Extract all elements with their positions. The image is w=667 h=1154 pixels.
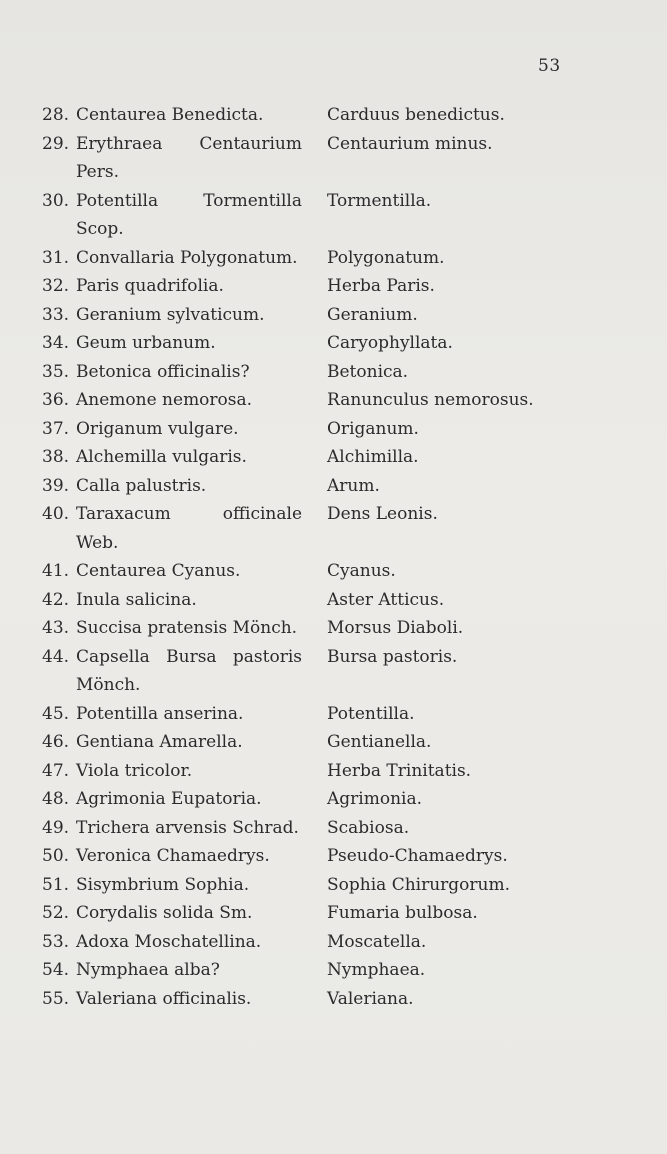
pharmaceutical-name: Bursa pastoris. bbox=[327, 646, 458, 667]
botanical-name bbox=[76, 101, 302, 130]
botanical-name-line: Veronica Chamaedrys. bbox=[76, 846, 270, 866]
pharmaceutical-name: Aster Atticus. bbox=[327, 589, 445, 610]
botanical-name bbox=[76, 557, 302, 586]
entry-number: 47. bbox=[42, 760, 70, 781]
pharmaceutical-name: Valeriana. bbox=[327, 988, 414, 1009]
botanical-name-line: Pers. bbox=[76, 162, 119, 182]
entry-number: 28. bbox=[42, 105, 70, 125]
entry-number: 50. bbox=[42, 846, 70, 866]
list-item bbox=[0, 842, 667, 871]
pharmaceutical-name: Polygonatum. bbox=[327, 247, 445, 268]
entry-number: 46. bbox=[42, 732, 70, 752]
plant-list bbox=[0, 101, 667, 1013]
entry-number: 39. bbox=[42, 475, 70, 496]
botanical-name-line: Centaurea Cyanus. bbox=[76, 561, 241, 581]
list-item bbox=[0, 814, 667, 843]
botanical-name-line: Geranium sylvaticum. bbox=[76, 304, 265, 325]
botanical-name bbox=[76, 244, 302, 273]
botanical-name bbox=[76, 472, 302, 501]
pharmaceutical-name: Ranunculus nemorosus. bbox=[327, 390, 534, 410]
entry-number: 54. bbox=[42, 960, 70, 980]
entry-number: 51. bbox=[42, 874, 70, 895]
botanical-name bbox=[76, 301, 302, 330]
botanical-name bbox=[76, 728, 302, 757]
pharmaceutical-name: Gentianella. bbox=[327, 732, 432, 752]
list-item bbox=[0, 101, 667, 130]
botanical-name bbox=[76, 272, 302, 301]
botanical-name bbox=[76, 928, 302, 957]
list-item bbox=[0, 614, 667, 643]
botanical-name bbox=[76, 757, 302, 786]
botanical-name-line: Gentiana Amarella. bbox=[76, 732, 243, 752]
botanical-name bbox=[76, 415, 302, 444]
botanical-name bbox=[76, 700, 302, 729]
pharmaceutical-name: Herba Paris. bbox=[327, 276, 435, 296]
botanical-name bbox=[76, 643, 302, 700]
pharmaceutical-name: Origanum. bbox=[327, 418, 419, 439]
list-item bbox=[0, 928, 667, 957]
list-item bbox=[0, 956, 667, 985]
botanical-name-line: Trichera arvensis Schrad. bbox=[76, 817, 299, 838]
botanical-name-line: Sisymbrium Sophia. bbox=[76, 874, 250, 895]
botanical-name bbox=[76, 956, 302, 985]
list-item bbox=[0, 985, 667, 1014]
list-item bbox=[0, 244, 667, 273]
entry-number: 42. bbox=[42, 589, 70, 610]
entry-number: 40. bbox=[42, 504, 70, 524]
list-item bbox=[0, 899, 667, 928]
botanical-name bbox=[76, 386, 302, 415]
entry-number: 38. bbox=[42, 447, 70, 467]
botanical-name bbox=[76, 130, 302, 187]
botanical-name-line: Mönch. bbox=[76, 675, 141, 695]
pharmaceutical-name: Cyanus. bbox=[327, 561, 396, 581]
botanical-name-line: Taraxacum officinale bbox=[76, 504, 302, 524]
botanical-name bbox=[76, 785, 302, 814]
botanical-name-line: Calla palustris. bbox=[76, 475, 207, 496]
list-item bbox=[0, 329, 667, 358]
botanical-name-line: Potentilla anserina. bbox=[76, 703, 244, 724]
botanical-name bbox=[76, 187, 302, 244]
entry-number: 49. bbox=[42, 817, 70, 838]
botanical-name-line: Betonica officinalis? bbox=[76, 361, 250, 382]
list-item bbox=[0, 301, 667, 330]
pharmaceutical-name: Moscatella. bbox=[327, 931, 427, 952]
botanical-name-line: Origanum vulgare. bbox=[76, 418, 239, 439]
pharmaceutical-name: Scabiosa. bbox=[327, 817, 410, 838]
botanical-name bbox=[76, 899, 302, 928]
entry-number: 29. bbox=[42, 133, 70, 154]
entry-number: 41. bbox=[42, 561, 70, 581]
list-item bbox=[0, 415, 667, 444]
botanical-name-line: Corydalis solida Sm. bbox=[76, 903, 253, 923]
list-item bbox=[0, 472, 667, 501]
list-item bbox=[0, 358, 667, 387]
pharmaceutical-name: Alchimilla. bbox=[327, 447, 419, 467]
list-item bbox=[0, 130, 667, 187]
botanical-name bbox=[76, 358, 302, 387]
botanical-name bbox=[76, 814, 302, 843]
pharmaceutical-name: Fumaria bulbosa. bbox=[327, 903, 478, 923]
botanical-name-line: Anemone nemorosa. bbox=[76, 390, 253, 410]
entry-number: 37. bbox=[42, 418, 70, 439]
list-item bbox=[0, 557, 667, 586]
botanical-name-line: Geum urbanum. bbox=[76, 333, 216, 353]
botanical-name bbox=[76, 443, 302, 472]
list-item bbox=[0, 643, 667, 700]
entry-number: 48. bbox=[42, 789, 70, 809]
entry-number: 44. bbox=[42, 646, 70, 667]
entry-number: 36. bbox=[42, 390, 70, 410]
botanical-name bbox=[76, 329, 302, 358]
pharmaceutical-name: Herba Trinitatis. bbox=[327, 760, 472, 781]
botanical-name bbox=[76, 614, 302, 643]
botanical-name-line: Adoxa Moschatellina. bbox=[76, 931, 262, 952]
entry-number: 33. bbox=[42, 304, 70, 325]
botanical-name-line: Agrimonia Eupatoria. bbox=[76, 789, 262, 809]
botanical-name bbox=[76, 586, 302, 615]
pharmaceutical-name: Caryophyllata. bbox=[327, 333, 453, 353]
botanical-name-line: Succisa pratensis Mönch. bbox=[76, 618, 298, 638]
entry-number: 45. bbox=[42, 703, 70, 724]
entry-number: 55. bbox=[42, 988, 70, 1009]
entry-number: 52. bbox=[42, 903, 70, 923]
botanical-name-line: Centaurea Benedicta. bbox=[76, 105, 264, 125]
botanical-name-line: Capsella Bursa pastoris bbox=[76, 646, 302, 667]
list-item bbox=[0, 500, 667, 557]
list-item bbox=[0, 272, 667, 301]
entry-number: 34. bbox=[42, 333, 70, 353]
botanical-name-line: Inula salicina. bbox=[76, 589, 197, 610]
pharmaceutical-name: Potentilla. bbox=[327, 703, 415, 724]
list-item bbox=[0, 386, 667, 415]
entry-number: 53. bbox=[42, 931, 70, 952]
list-item bbox=[0, 443, 667, 472]
botanical-name-line: Web. bbox=[76, 532, 119, 553]
list-item bbox=[0, 728, 667, 757]
pharmaceutical-name: Morsus Diaboli. bbox=[327, 618, 464, 638]
botanical-name bbox=[76, 871, 302, 900]
entry-number: 43. bbox=[42, 618, 70, 638]
entry-number: 31. bbox=[42, 247, 70, 268]
list-item bbox=[0, 187, 667, 244]
list-item bbox=[0, 757, 667, 786]
botanical-name-line: Scop. bbox=[76, 219, 124, 239]
botanical-name-line: Nymphaea alba? bbox=[76, 960, 220, 980]
list-item bbox=[0, 586, 667, 615]
botanical-name bbox=[76, 985, 302, 1014]
pharmaceutical-name: Pseudo-Chamaedrys. bbox=[327, 846, 508, 866]
botanical-name-line: Convallaria Polygonatum. bbox=[76, 247, 298, 268]
botanical-name-line: Erythraea Centaurium bbox=[76, 133, 302, 154]
pharmaceutical-name: Carduus benedictus. bbox=[327, 105, 505, 125]
list-item bbox=[0, 700, 667, 729]
page-number: 53 bbox=[538, 56, 561, 76]
pharmaceutical-name: Agrimonia. bbox=[327, 789, 423, 809]
botanical-name-line: Viola tricolor. bbox=[76, 760, 193, 781]
pharmaceutical-name: Dens Leonis. bbox=[327, 504, 438, 524]
pharmaceutical-name: Nymphaea. bbox=[327, 960, 426, 980]
entry-number: 32. bbox=[42, 276, 70, 296]
botanical-name-line: Potentilla Tormentilla bbox=[76, 190, 302, 211]
pharmaceutical-name: Sophia Chirurgorum. bbox=[327, 874, 510, 895]
botanical-name bbox=[76, 842, 302, 871]
botanical-name-line: Paris quadrifolia. bbox=[76, 276, 224, 296]
entry-number: 35. bbox=[42, 361, 70, 382]
list-item bbox=[0, 871, 667, 900]
pharmaceutical-name: Centaurium minus. bbox=[327, 133, 493, 154]
pharmaceutical-name: Betonica. bbox=[327, 361, 409, 382]
pharmaceutical-name: Arum. bbox=[327, 475, 380, 496]
botanical-name bbox=[76, 500, 302, 557]
list-item bbox=[0, 785, 667, 814]
pharmaceutical-name: Tormentilla. bbox=[327, 190, 432, 211]
pharmaceutical-name: Geranium. bbox=[327, 304, 418, 325]
botanical-name-line: Alchemilla vulgaris. bbox=[76, 447, 247, 467]
botanical-name-line: Valeriana officinalis. bbox=[76, 988, 252, 1009]
entry-number: 30. bbox=[42, 190, 70, 211]
